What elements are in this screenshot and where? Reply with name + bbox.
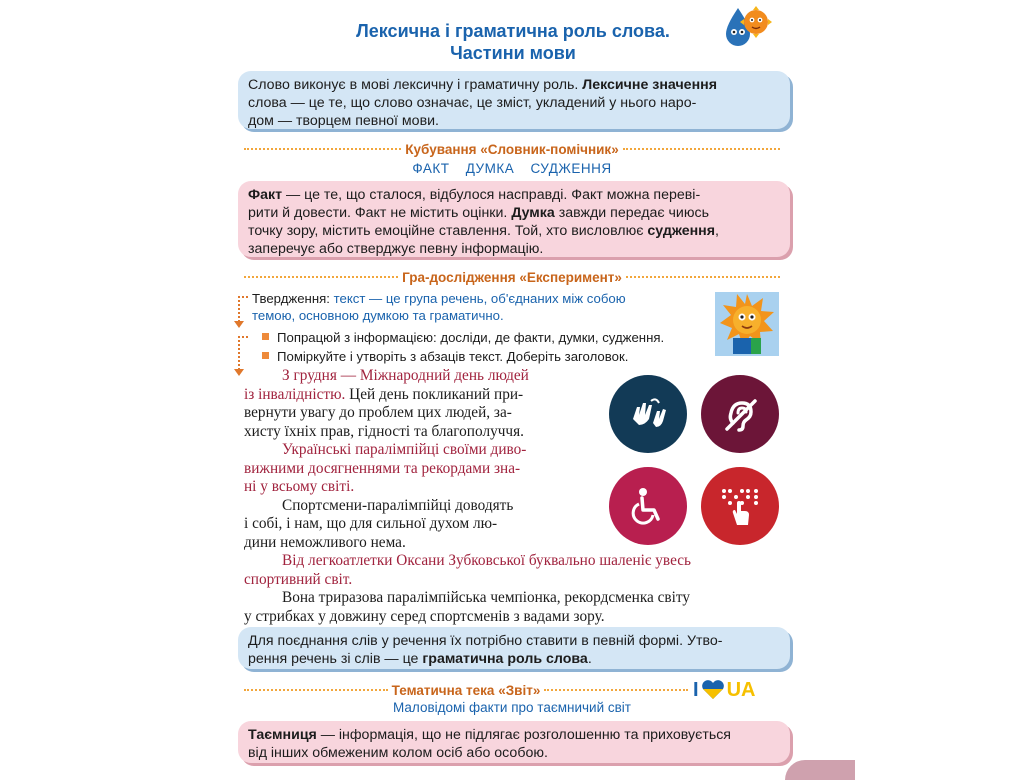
- heart-icon: [701, 680, 725, 700]
- braille-icon: [701, 467, 779, 545]
- hearing-impaired-icon: [701, 375, 779, 453]
- term-judgment: судження: [647, 223, 716, 239]
- sun-mascot-icon: [715, 292, 779, 356]
- section-dictionary-label: Кубування «Словник-помічник»: [405, 141, 619, 157]
- intro-text-line3: дом — творцем певної мови.: [248, 113, 439, 129]
- mascot-drops-icon: [722, 2, 778, 46]
- badge-i: I: [693, 679, 699, 701]
- section-report-label: Тематична тека «Звіт»: [391, 682, 541, 698]
- dictionary-word-judgment: СУДЖЕННЯ: [530, 161, 612, 176]
- section-dictionary-heading: [244, 140, 780, 158]
- intro-bold-term: Лексичне значення: [582, 77, 717, 93]
- report-subtitle: Маловідомі факти про таємничий світ: [393, 700, 631, 715]
- statement: Твердження: текст — це група речень, об'єднаних між собою темою, основною думкою та граматично.: [252, 291, 626, 323]
- section-report-heading: [244, 681, 688, 699]
- section-experiment-label: Гра-дослідження «Експеримент»: [402, 269, 622, 285]
- i-love-ua-badge: [693, 679, 779, 701]
- bullet-square-icon: [262, 352, 269, 359]
- task-bullet-1: Попрацюй з інформацією: досліди, де факти, думки, судження.: [262, 329, 664, 346]
- sign-language-icon: [609, 375, 687, 453]
- passage-left: З грудня — Міжнародний день людей із інвалідністю. Цей день покликаний при- вернути увагу до проблем цих людей, за- хисту їхніх прав, гідності та благополуччя. Українські паралімпійці своїми диво- вижними досягненнями та рекордами зна- ні у всьому світі. Спортсмени-паралімпійці доводять і собі, і нам, що для сильної духом лю- дини неможливого нема.: [244, 367, 589, 552]
- grammatical-role-box: Для поєднання слів у речення їх потрібно ставити в певній формі. Утво- рення речень зі слів — це граматична роль слова.: [238, 627, 790, 669]
- statement-label: Твердження:: [252, 291, 334, 306]
- page-title-line1: Лексична і граматична роль слова.: [356, 21, 670, 41]
- lexical-role-box: [238, 71, 790, 129]
- term-thought: Думка: [511, 205, 555, 221]
- page-corner-tab: [785, 760, 855, 780]
- task-bullet-2: Поміркуйте і утворіть з абзаців текст. Доберіть заголовок.: [262, 348, 628, 365]
- page-title: [240, 20, 786, 64]
- term-fact: Факт: [248, 187, 283, 203]
- intro-text: Слово виконує в мові лексичну і граматичну роль.: [248, 77, 583, 93]
- grammar-bold-term: граматична роль слова: [422, 651, 588, 667]
- bullet-square-icon: [262, 333, 269, 340]
- dictionary-words: [244, 161, 780, 176]
- wheelchair-access-icon: [609, 467, 687, 545]
- passage-line: З грудня — Міжнародний день людей: [282, 367, 529, 384]
- term-secret: Таємниця: [248, 727, 317, 743]
- dotted-arrows: [234, 296, 244, 382]
- dictionary-word-thought: ДУМКА: [465, 161, 515, 176]
- definitions-box: Факт — це те, що сталося, відбулося насправді. Факт можна переві- рити й довести. Факт не містить оцінки. Думка завжди передає чиюсь точку зору, містить емоційне ставлення. Той, хто висловлює судження, заперечує або стверджує певну інформацію.: [238, 181, 790, 257]
- dictionary-word-fact: ФАКТ: [412, 161, 450, 176]
- intro-text-line2: слова — це те, що слово означає, це зміст, укладений у нього наро-: [248, 95, 697, 111]
- section-experiment-heading: [244, 268, 780, 286]
- page-title-line2: Частини мови: [450, 43, 576, 63]
- passage-bottom: Від легкоатлетки Оксани Зубковської буквально шаленіє увесь спортивний світ. Вона триразова паралімпійська чемпіонка, рекордсменка світу у стрибках у довжину серед спортсменів з вадами зору.: [244, 552, 692, 625]
- badge-ua: UA: [726, 679, 756, 701]
- secret-definition-box: Таємниця — інформація, що не підлягає розголошенню та приховується від інших обмеженим колом осіб або особою.: [238, 721, 790, 763]
